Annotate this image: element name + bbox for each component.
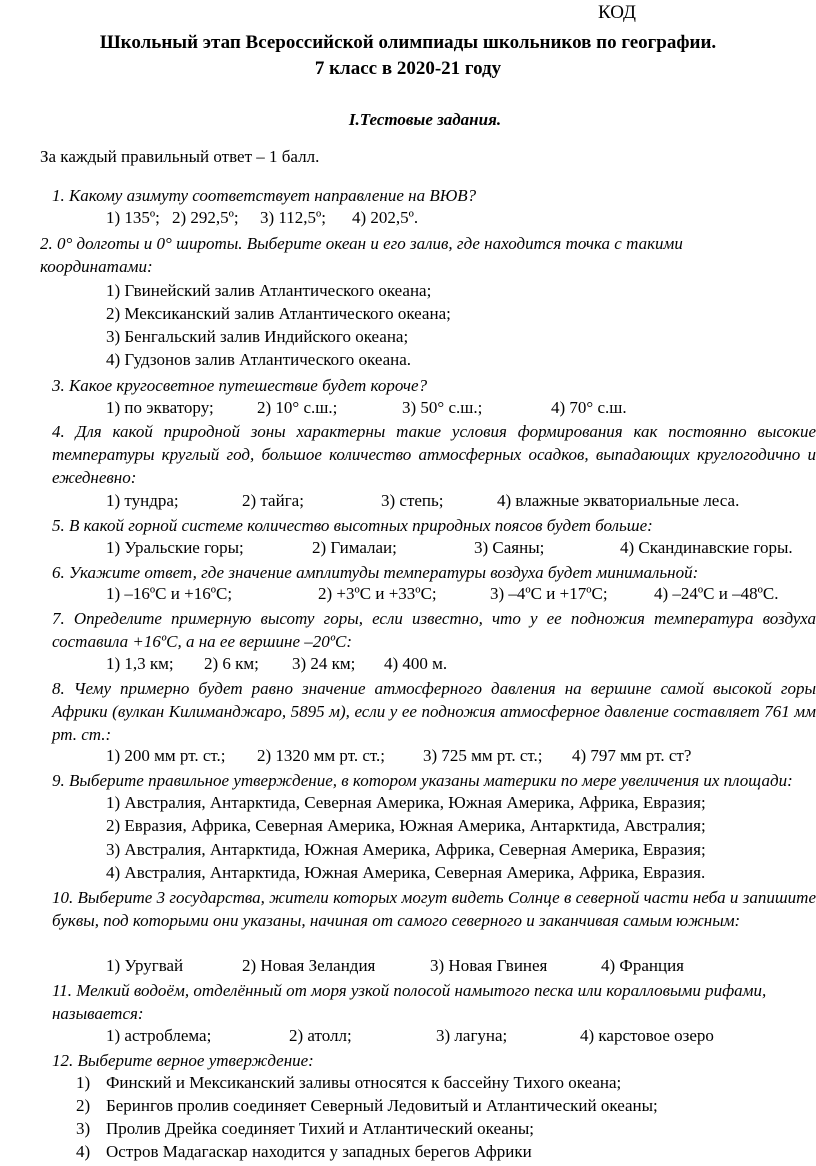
question-10-option-2: 2) Новая Зеландия xyxy=(242,956,376,975)
question-8-option-4: 4) 797 мм рт. ст? xyxy=(572,746,692,765)
question-4-option-1: 1) тундра; xyxy=(106,491,179,510)
question-8-text: 8. Чему примерно будет равно значение атмосферного давления на вершине самой высокой горы Африки (вулкан Килиманджаро, 5895 м), если у ее подножия атмосферное давление составляет 761 мм рт. ст.: xyxy=(52,679,816,744)
question-6-options xyxy=(0,584,816,606)
question-4-option-4: 4) влажные экваториальные леса. xyxy=(497,491,740,510)
code-label: КОД xyxy=(598,2,636,23)
question-5-text: 5. В какой горной системе количество высотных природных поясов будет больше: xyxy=(52,516,653,535)
question-12-option-1-number: 1) xyxy=(76,1073,91,1092)
question-2-option-3: 3) Бенгальский залив Индийского океана; xyxy=(106,327,409,346)
question-12-option-2: Берингов пролив соединяет Северный Ледовитый и Атлантический океаны; xyxy=(106,1096,658,1115)
question-11-text: 11. Мелкий водоём, отделённый от моря узкой полосой намытого песка или коралловыми рифами, называется: xyxy=(52,981,767,1023)
question-11-option-4: 4) карстовое озеро xyxy=(580,1026,714,1045)
question-2-option-1: 1) Гвинейский залив Атлантического океана; xyxy=(106,281,432,300)
question-10-options xyxy=(0,956,816,978)
question-4-text: 4. Для какой природной зоны характерны такие условия формирования как постоянно высокие температуры круглый год, большое количество атмосферных осадков, выпадающих круглогодично и ежедневно: xyxy=(52,422,816,487)
question-7-text: 7. Определите примерную высоту горы, если известно, что у ее подножия температура воздуха составила +16ºС, а на ее вершине –20ºС: xyxy=(52,609,816,651)
question-6-option-3: 3) –4ºС и +17ºС; xyxy=(490,584,608,603)
question-9-option-1: 1) Австралия, Антарктида, Северная Америка, Южная Америка, Африка, Евразия; xyxy=(106,793,706,812)
question-1-text: 1. Какому азимуту соответствует направление на ВЮВ? xyxy=(52,186,477,205)
question-5-option-1: 1) Уральские горы; xyxy=(106,538,244,557)
question-2-option-4: 4) Гудзонов залив Атлантического океана. xyxy=(106,350,412,369)
page-subtitle: 7 класс в 2020-21 году xyxy=(314,58,502,79)
question-11-option-2: 2) атолл; xyxy=(289,1026,352,1045)
question-12-option-3-number: 3) xyxy=(76,1119,91,1138)
question-11-option-1: 1) астроблема; xyxy=(106,1026,212,1045)
question-3-option-3: 3) 50° с.ш.; xyxy=(402,398,483,417)
question-3-option-1: 1) по экватору; xyxy=(106,398,214,417)
question-6-option-2: 2) +3ºС и +33ºС; xyxy=(318,584,437,603)
question-4-options xyxy=(0,491,816,513)
question-5-option-4: 4) Скандинавские горы. xyxy=(620,538,793,557)
question-4-option-2: 2) тайга; xyxy=(242,491,304,510)
question-12-text: 12. Выберите верное утверждение: xyxy=(52,1051,314,1070)
question-12-option-2-number: 2) xyxy=(76,1096,91,1115)
question-8-options xyxy=(0,746,816,768)
question-12-option-1: Финский и Мексиканский заливы относятся к бассейну Тихого океана; xyxy=(106,1073,622,1092)
question-12-option-3: Пролив Дрейка соединяет Тихий и Атлантический океаны; xyxy=(106,1119,534,1138)
question-7-option-3: 3) 24 км; xyxy=(292,654,356,673)
question-1-option-4: 4) 202,5º. xyxy=(352,208,419,227)
question-10-text: 10. Выберите 3 государства, жители которых могут видеть Солнце в северной части неба и запишите буквы, под которыми они указаны, начиная от самого северного и заканчивая самым южным: xyxy=(52,888,816,930)
question-8-option-1: 1) 200 мм рт. ст.; xyxy=(106,746,226,765)
question-2-option-2: 2) Мексиканский залив Атлантического океана; xyxy=(106,304,451,323)
question-12-option-4: Остров Мадагаскар находится у западных берегов Африки xyxy=(106,1142,532,1161)
question-3-options xyxy=(0,398,816,420)
question-9-option-2: 2) Евразия, Африка, Северная Америка, Южная Америка, Антарктида, Австралия; xyxy=(106,816,706,835)
question-5-options xyxy=(0,538,816,560)
question-3-option-4: 4) 70° с.ш. xyxy=(551,398,627,417)
question-12-option-4-number: 4) xyxy=(76,1142,91,1161)
question-11-option-3: 3) лагуна; xyxy=(436,1026,508,1045)
question-7-options xyxy=(0,654,816,676)
question-6-option-1: 1) –16ºС и +16ºС; xyxy=(106,584,233,603)
page-title: Школьный этап Всероссийской олимпиады школьников по географии. xyxy=(99,32,717,53)
question-3-option-2: 2) 10° с.ш.; xyxy=(257,398,338,417)
question-2-text: 2. 0° долготы и 0° широты. Выберите океан и его залив, где находится точка с такими координатами: xyxy=(40,234,683,276)
question-8-option-2: 2) 1320 мм рт. ст.; xyxy=(257,746,386,765)
question-1-option-2: 2) 292,5º; xyxy=(172,208,239,227)
question-7-option-1: 1) 1,3 км; xyxy=(106,654,174,673)
question-1-option-3: 3) 112,5º; xyxy=(260,208,327,227)
question-10-option-4: 4) Франция xyxy=(601,956,684,975)
question-10-option-1: 1) Уругвай xyxy=(106,956,184,975)
question-6-option-4: 4) –24ºС и –48ºС. xyxy=(654,584,779,603)
question-7-option-2: 2) 6 км; xyxy=(204,654,259,673)
question-10-option-3: 3) Новая Гвинея xyxy=(430,956,548,975)
question-9-text: 9. Выберите правильное утверждение, в котором указаны материки по мере увеличения их площади: xyxy=(52,771,793,790)
section-title: I.Тестовые задания. xyxy=(348,110,502,129)
scoring-note: За каждый правильный ответ – 1 балл. xyxy=(40,147,320,166)
question-9-option-3: 3) Австралия, Антарктида, Южная Америка, Африка, Северная Америка, Евразия; xyxy=(106,840,706,859)
question-11-options xyxy=(0,1026,816,1048)
question-1-option-1: 1) 135º; xyxy=(106,208,160,227)
question-5-option-3: 3) Саяны; xyxy=(474,538,545,557)
question-6-text: 6. Укажите ответ, где значение амплитуды температуры воздуха будет минимальной: xyxy=(52,563,699,582)
question-7-option-4: 4) 400 м. xyxy=(384,654,448,673)
question-4-option-3: 3) степь; xyxy=(381,491,444,510)
question-9-option-4: 4) Австралия, Антарктида, Южная Америка, Северная Америка, Африка, Евразия. xyxy=(106,863,706,882)
question-1-options xyxy=(0,208,816,230)
question-5-option-2: 2) Гималаи; xyxy=(312,538,397,557)
question-3-text: 3. Какое кругосветное путешествие будет короче? xyxy=(52,376,428,395)
question-8-option-3: 3) 725 мм рт. ст.; xyxy=(423,746,543,765)
